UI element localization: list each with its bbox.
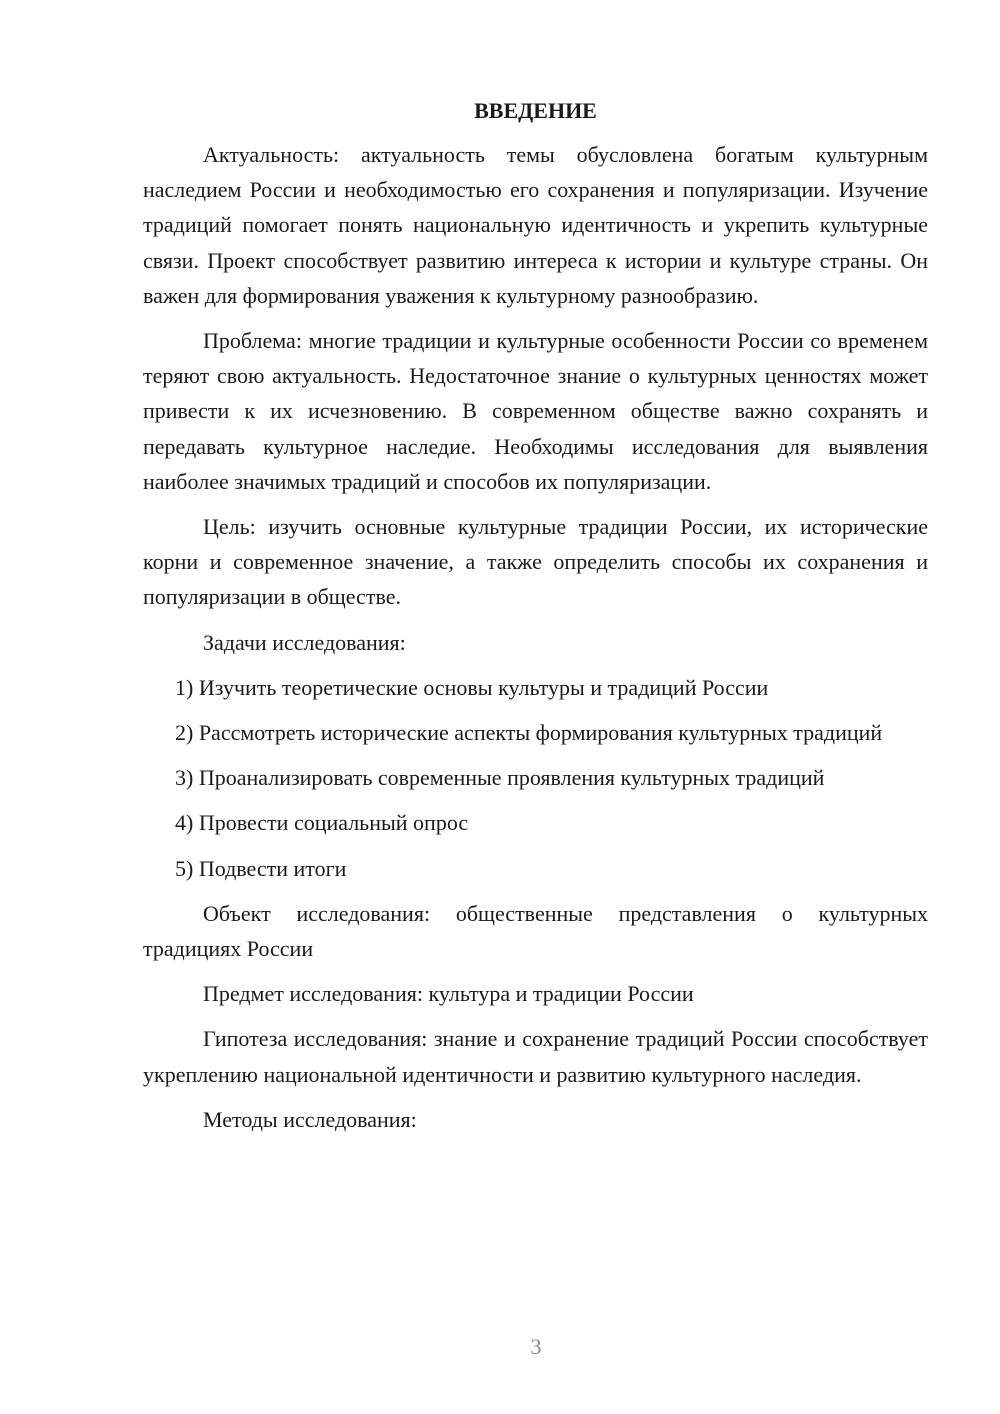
paragraph-subject: Предмет исследования: культура и традиции России bbox=[203, 981, 694, 1007]
paragraph-goal: Цель: изучить основные культурные традиции России, их исторические корни и современное значение, а также определить способы их сохранения и популяризации в обществе. bbox=[143, 514, 928, 610]
paragraph-object: Объект исследования: общественные представления о культурных традициях России bbox=[143, 900, 928, 962]
page-title: ВВЕДЕНИЕ bbox=[474, 98, 597, 123]
document-page bbox=[143, 96, 928, 1147]
paragraph-hypothesis: Гипотеза исследования: знание и сохранение традиций России способствует укреплению национальной идентичности и развитию культурного наследия. bbox=[143, 1026, 928, 1087]
task-item-4: 4) Провести социальный опрос bbox=[175, 810, 469, 836]
paragraph-relevance: Актуальность: актуальность темы обусловлена богатым культурным наследием России и необходимостью его сохранения и популяризации. Изучение традиций помогает понять национальную идентичность и укрепить культурные связи. Проект способствует развитию интереса к истории и культуре страны. Он важен для формирования уважения к культурному разнообразию. bbox=[143, 142, 928, 308]
paragraph-problem: Проблема: многие традиции и культурные особенности России со временем теряют свою актуальность. Недостаточное знание о культурных ценностях может привести к их исчезновению. В современном обществе важно сохранять и передавать культурное наследие. Необходимы исследования для выявления наиболее значимых традиций и способов их популяризации. bbox=[143, 328, 928, 494]
task-item-5: 5) Подвести итоги bbox=[175, 855, 347, 881]
task-item-2: 2) Рассмотреть исторические аспекты формирования культурных традиций bbox=[175, 720, 883, 746]
tasks-heading: Задачи исследования: bbox=[203, 629, 406, 655]
task-item-3: 3) Проанализировать современные проявления культурных традиций bbox=[175, 765, 825, 791]
page-number: 3 bbox=[530, 1334, 542, 1359]
methods-heading: Методы исследования: bbox=[203, 1106, 417, 1132]
task-item-1: 1) Изучить теоретические основы культуры и традиций России bbox=[175, 674, 769, 700]
